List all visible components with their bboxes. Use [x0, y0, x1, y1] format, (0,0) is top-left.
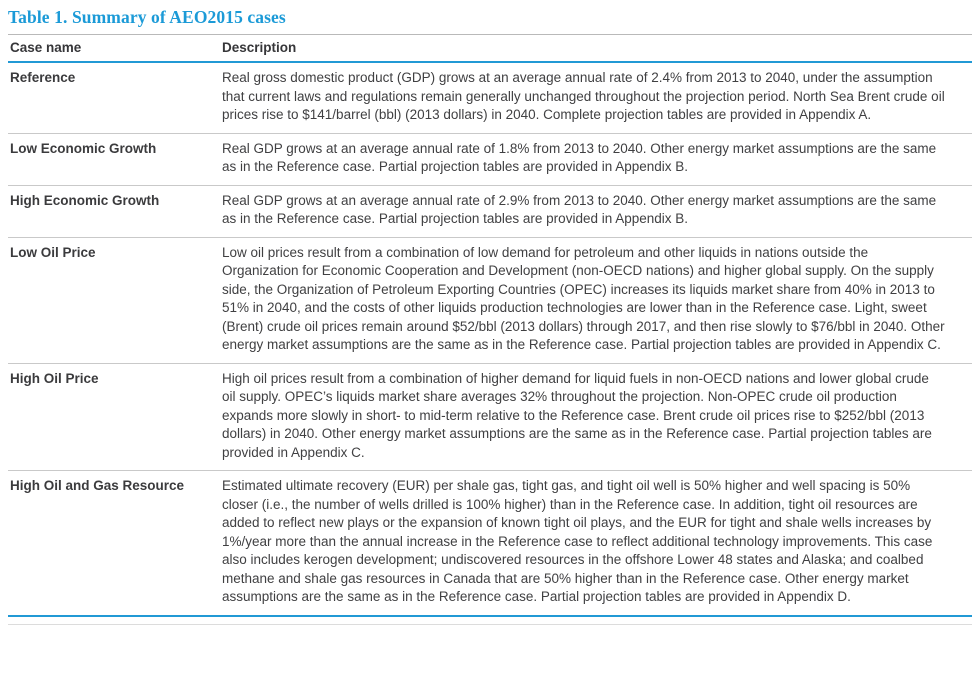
description-cell: High oil prices result from a combination of higher demand for liquid fuels in non-OECD nations and lower global crude oil supply. OPEC’s liquids market share averages 32% throughout the projection. Non-OPEC crude oil production expands more slowly in short- to mid-term relative to the Reference case. Brent crude oil prices rise to $252/bbl (2013 dollars) in 2040. Other energy market assumptions are the same as in the Reference case. Partial projection tables are provided in Appendix C. [222, 370, 932, 460]
case-name-cell: High Oil and Gas Resource [10, 478, 185, 493]
table-row-low-oil-price [8, 238, 972, 364]
table-row-low-economic-growth [8, 134, 972, 186]
case-name-cell: Low Oil Price [10, 244, 96, 260]
bottom-divider [8, 624, 972, 625]
description-cell: Real GDP grows at an average annual rate of 2.9% from 2013 to 2040. Other energy market assumptions are the same as in the Reference case. Partial projection tables are provided in Appendix B. [222, 192, 937, 226]
table-title: Table 1. Summary of AEO2015 cases [8, 7, 286, 27]
description-cell: Estimated ultimate recovery (EUR) per shale gas, tight gas, and tight oil well is 50% higher and well spacing is 50% closer (i.e., the number of wells drilled is 100% higher) than in the Reference case. In addition, tight oil resources are added to reflect new plays or the expansion of known tight oil plays, and the EUR for tight and shale wells increases by 1%/year more than the annual increase in the Reference case to reflect additional technology improvements. This case also includes kerogen development; undiscovered resources in the offshore Lower 48 states and Alaska; and coalbed methane and shale gas resources in Canada that are 50% higher than in the Reference case. Other energy market assumptions are the same as in the Reference case. Partial projection tables are provided in Appendix D. [222, 478, 933, 604]
table-row-high-oil-and-gas-resource [8, 471, 972, 617]
case-name-cell: Reference [10, 70, 76, 85]
case-name-cell: Low Economic Growth [10, 140, 157, 156]
column-header-description: Description [222, 40, 297, 55]
description-cell: Real gross domestic product (GDP) grows at an average annual rate of 2.4% from 2013 to 2040, under the assumption that current laws and regulations remain generally unchanged throughout the projection period. North Sea Brent crude oil prices rise to $141/barrel (bbl) (2013 dollars) in 2040. Complete projection tables are provided in Appendix A. [222, 70, 945, 122]
column-header-case-name: Case name [10, 40, 82, 55]
cases-table [8, 34, 972, 617]
table-header-row [8, 35, 972, 63]
case-name-cell: High Economic Growth [10, 192, 160, 208]
description-cell: Low oil prices result from a combination of low demand for petroleum and other liquids in nations outside the Organization for Economic Cooperation and Development (non-OECD nations) and higher global supply. On the supply side, the Organization of Petroleum Exporting Countries (OPEC) increases its liquids market share from 40% in 2013 to 51% in 2040, and the costs of other liquids production technologies are lower than in the Reference case. Light, sweet (Brent) crude oil prices remain around $52/bbl (2013 dollars) through 2017, and then rise slowly to $76/bbl in 2040. Other energy market assumptions are the same as in the Reference case. Partial projection tables are provided in Appendix C. [222, 244, 945, 352]
table-row-high-economic-growth [8, 186, 972, 238]
table-row-reference [8, 63, 972, 134]
case-name-cell: High Oil Price [10, 370, 99, 386]
table-row-high-oil-price [8, 364, 972, 472]
description-cell: Real GDP grows at an average annual rate of 1.8% from 2013 to 2040. Other energy market assumptions are the same as in the Reference case. Partial projection tables are provided in Appendix B. [222, 140, 937, 174]
